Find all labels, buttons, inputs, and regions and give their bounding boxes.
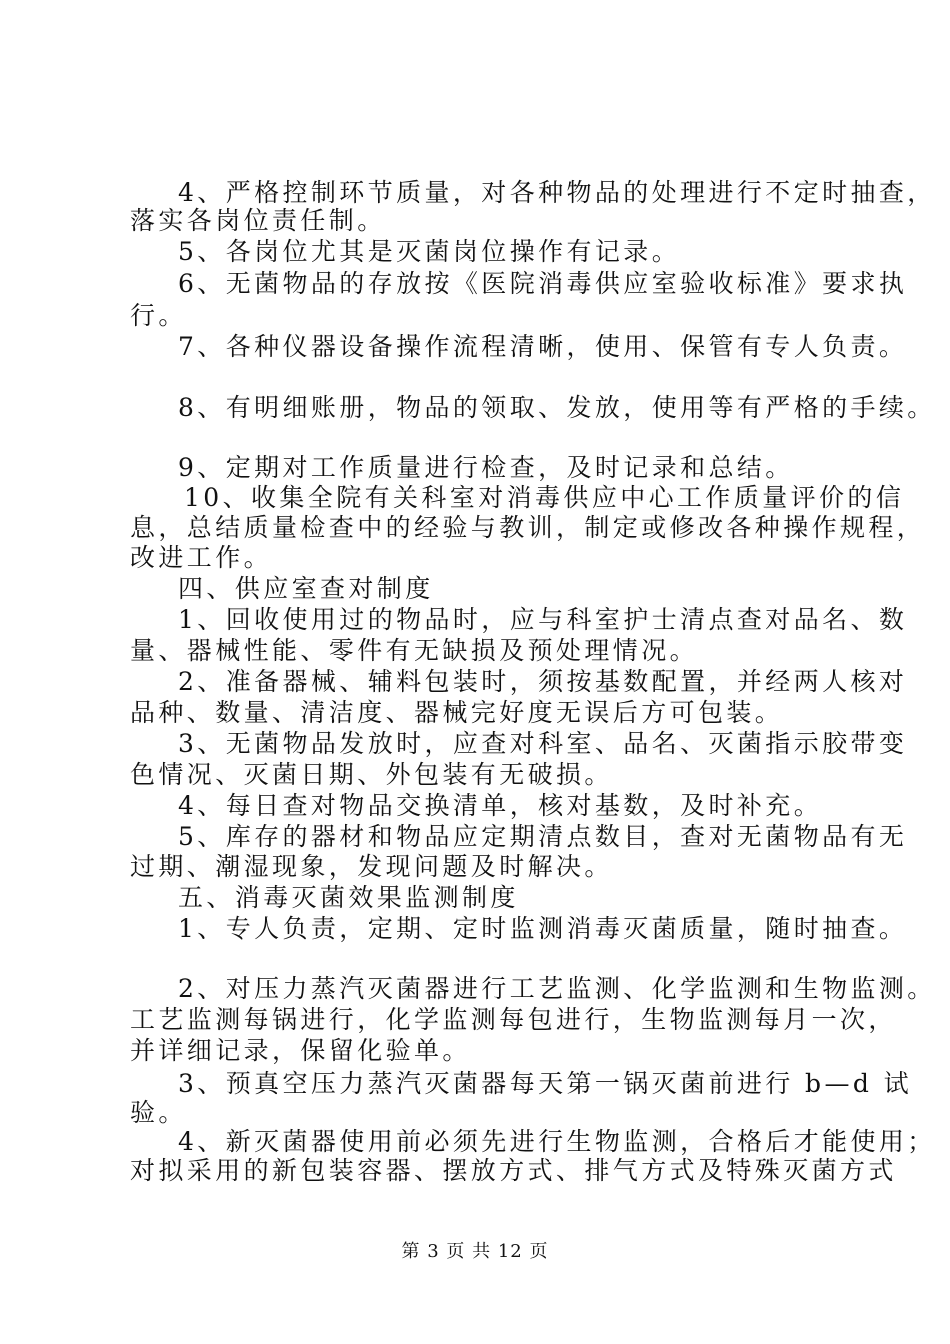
text-line: 10、收集全院有关科室对消毒供应中心工作质量评价的信 bbox=[184, 483, 905, 512]
text-line: 对拟采用的新包装容器、摆放方式、排气方式及特殊灭菌方式 bbox=[130, 1156, 897, 1185]
section-heading: 五、消毒灭菌效果监测制度 bbox=[178, 883, 519, 912]
text-line: 验。 bbox=[130, 1098, 187, 1127]
text-line: 3、无菌物品发放时，应查对科室、品名、灭菌指示胶带变 bbox=[178, 729, 908, 758]
text-line: 量、器械性能、零件有无缺损及预处理情况。 bbox=[130, 636, 699, 665]
text-line: 1、专人负责，定期、定时监测消毒灭菌质量，随时抽查。 bbox=[178, 914, 908, 943]
text-line: 落实各岗位责任制。 bbox=[130, 206, 386, 235]
text-line: 4、每日查对物品交换清单，核对基数，及时补充。 bbox=[178, 791, 823, 820]
text-line: 工艺监测每锅进行，化学监测每包进行，生物监测每月一次， bbox=[130, 1005, 897, 1034]
text-line: 1、回收使用过的物品时，应与科室护士清点查对品名、数 bbox=[178, 605, 908, 634]
text-line: 改进工作。 bbox=[130, 543, 273, 572]
section-heading: 四、供应室查对制度 bbox=[178, 574, 434, 603]
text-line: 4、新灭菌器使用前必须先进行生物监测，合格后才能使用； bbox=[178, 1127, 936, 1156]
text-line: 4、严格控制环节质量，对各种物品的处理进行不定时抽查， bbox=[178, 178, 936, 207]
text-line: 2、准备器械、辅料包装时，须按基数配置，并经两人核对 bbox=[178, 667, 908, 696]
text-line: 8、有明细账册，物品的领取、发放，使用等有严格的手续。 bbox=[178, 393, 936, 422]
text-line: 并详细记录，保留化验单。 bbox=[130, 1036, 471, 1065]
text-line: 9、定期对工作质量进行检查，及时记录和总结。 bbox=[178, 453, 794, 482]
text-line: 息，总结质量检查中的经验与教训，制定或修改各种操作规程， bbox=[130, 513, 926, 542]
text-line: 5、各岗位尤其是灭菌岗位操作有记录。 bbox=[178, 237, 681, 266]
text-line: 3、预真空压力蒸汽灭菌器每天第一锅灭菌前进行 b—d 试 bbox=[178, 1069, 913, 1098]
text-line: 行。 bbox=[130, 301, 187, 330]
text-line: 2、对压力蒸汽灭菌器进行工艺监测、化学监测和生物监测。 bbox=[178, 974, 936, 1003]
text-line: 5、库存的器材和物品应定期清点数目，查对无菌物品有无 bbox=[178, 822, 908, 851]
page-number-footer: 第 3 页 共 12 页 bbox=[401, 1241, 549, 1262]
text-line: 品种、数量、清洁度、器械完好度无误后方可包装。 bbox=[130, 698, 784, 727]
text-line: 6、无菌物品的存放按《医院消毒供应室验收标准》要求执 bbox=[178, 269, 908, 298]
text-line: 过期、潮湿现象，发现问题及时解决。 bbox=[130, 852, 613, 881]
text-line: 7、各种仪器设备操作流程清晰，使用、保管有专人负责。 bbox=[178, 332, 908, 361]
text-line: 色情况、灭菌日期、外包装有无破损。 bbox=[130, 760, 613, 789]
